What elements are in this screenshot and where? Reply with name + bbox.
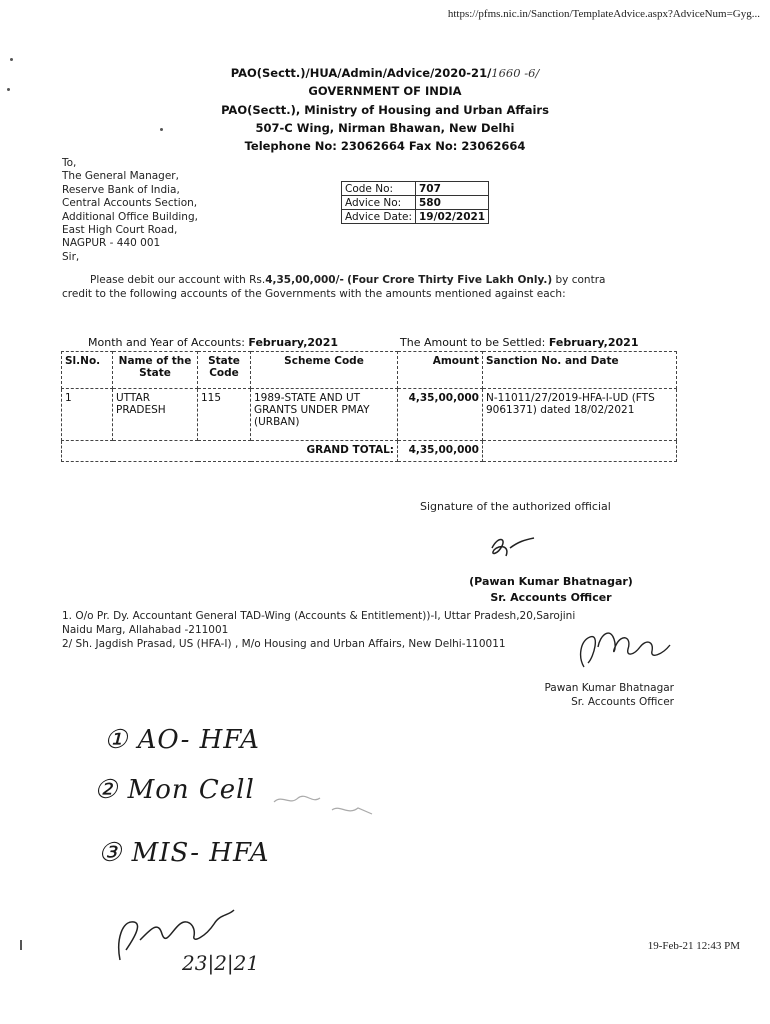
amount-in-words: (Four Crore Thirty Five Lakh Only.) bbox=[347, 274, 553, 286]
handwritten-signature bbox=[484, 530, 544, 566]
settlement-month bbox=[400, 336, 638, 349]
addressee-line: To, bbox=[62, 157, 77, 169]
printed-name: Pawan Kumar Bhatnagar bbox=[544, 682, 674, 694]
addressee-line: Additional Office Building, bbox=[62, 210, 198, 223]
copy-line: 1. O/o Pr. Dy. Accountant General TAD-Wing (Accounts & Entitlement))-I, Uttar Pradesh,20,Sarojini bbox=[62, 610, 576, 622]
column-header: Amount bbox=[398, 352, 483, 389]
month-value: February,2021 bbox=[248, 336, 339, 349]
code-label: Code No: bbox=[342, 182, 416, 196]
advice-codes-table bbox=[341, 181, 489, 224]
grand-total-value: 4,35,00,000 bbox=[398, 441, 483, 462]
table-cell bbox=[483, 441, 677, 462]
code-value: 707 bbox=[416, 182, 489, 196]
printed-designation: Sr. Accounts Officer bbox=[571, 696, 674, 708]
debit-instruction bbox=[62, 273, 682, 301]
table-cell: 1 bbox=[62, 389, 113, 441]
grand-total-row bbox=[62, 441, 677, 462]
advice-reference bbox=[0, 66, 770, 80]
addressee-line: NAGPUR - 440 001 bbox=[62, 237, 161, 250]
page-url: https://pfms.nic.in/Sanction/TemplateAdvice.aspx?AdviceNum=Gyg... bbox=[447, 8, 760, 20]
addressee-line: East High Court Road, bbox=[62, 224, 178, 237]
signature-caption: Signature of the authorized official bbox=[420, 500, 611, 513]
addressee-line: The General Manager, bbox=[62, 170, 179, 183]
faint-handwriting bbox=[268, 788, 388, 828]
column-header: State Code bbox=[198, 352, 251, 389]
addressee-line: Reserve Bank of India, bbox=[62, 183, 180, 196]
accounts-month bbox=[88, 336, 338, 349]
advice-date-value: 19/02/2021 bbox=[416, 210, 489, 224]
table-cell: 1989-STATE AND UT GRANTS UNDER PMAY (URBAN) bbox=[251, 389, 398, 441]
handwritten-date: 23|2|21 bbox=[182, 951, 260, 975]
grand-total-label: GRAND TOTAL: bbox=[62, 441, 398, 462]
settle-value: February,2021 bbox=[548, 336, 639, 349]
table-cell: N-11011/27/2019-HFA-I-UD (FTS 9061371) dated 18/02/2021 bbox=[483, 389, 677, 441]
reference-number: PAO(Sectt.)/HUA/Admin/Advice/2020-21/ bbox=[230, 66, 492, 80]
handwritten-note: ① AO- HFA bbox=[104, 725, 260, 755]
signatory-name: (Pawan Kumar Bhatnagar) bbox=[469, 575, 633, 588]
handwritten-reference: 1660 -6/ bbox=[491, 66, 540, 80]
addressee-block bbox=[62, 157, 198, 264]
office-address: 507-C Wing, Nirman Bhawan, New Delhi bbox=[255, 121, 515, 135]
para-text: by contra bbox=[555, 274, 606, 286]
accounts-table bbox=[61, 351, 677, 462]
print-timestamp: 19-Feb-21 12:43 PM bbox=[647, 940, 740, 952]
table-cell: UTTAR PRADESH bbox=[113, 389, 198, 441]
handwritten-signature bbox=[570, 617, 690, 677]
handwritten-note: ② Mon Cell bbox=[94, 775, 255, 805]
addressee-line: Central Accounts Section, bbox=[62, 197, 198, 210]
handwritten-note: ③ MIS- HFA bbox=[98, 838, 270, 868]
handwritten-initials bbox=[110, 900, 290, 980]
government-heading: GOVERNMENT OF INDIA bbox=[308, 84, 462, 98]
copy-line: Naidu Marg, Allahabad -211001 bbox=[62, 624, 229, 636]
office-name: PAO(Sectt.), Ministry of Housing and Urban Affairs bbox=[221, 103, 549, 117]
table-header-row bbox=[62, 352, 677, 389]
settle-label: The Amount to be Settled: bbox=[400, 336, 546, 349]
table-cell: 4,35,00,000 bbox=[398, 389, 483, 441]
column-header: Sl.No. bbox=[62, 352, 113, 389]
office-phone: Telephone No: 23062664 Fax No: 23062664 bbox=[244, 139, 526, 153]
signatory-designation: Sr. Accounts Officer bbox=[490, 591, 612, 604]
copy-to-list bbox=[62, 609, 575, 651]
para-text: credit to the following accounts of the Governments with the amounts mentioned against each: bbox=[62, 288, 566, 300]
month-label: Month and Year of Accounts: bbox=[88, 336, 245, 349]
printed-signatory bbox=[460, 681, 674, 709]
signatory-block bbox=[436, 574, 666, 606]
advice-number-value: 580 bbox=[416, 196, 489, 210]
table-row bbox=[62, 389, 677, 441]
column-header: Sanction No. and Date bbox=[483, 352, 677, 389]
para-text: Please debit our account with Rs. bbox=[90, 274, 266, 286]
column-header: Name of the State bbox=[113, 352, 198, 389]
copy-line: 2/ Sh. Jagdish Prasad, US (HFA-I) , M/o Housing and Urban Affairs, New Delhi-110011 bbox=[62, 638, 506, 650]
advice-number-label: Advice No: bbox=[342, 196, 416, 210]
advice-date-label: Advice Date: bbox=[342, 210, 416, 224]
salutation: Sir, bbox=[62, 250, 80, 263]
table-cell: 115 bbox=[198, 389, 251, 441]
column-header: Scheme Code bbox=[251, 352, 398, 389]
margin-mark bbox=[10, 58, 13, 61]
debit-amount: 4,35,00,000/- bbox=[265, 274, 344, 286]
margin-mark bbox=[20, 940, 22, 950]
